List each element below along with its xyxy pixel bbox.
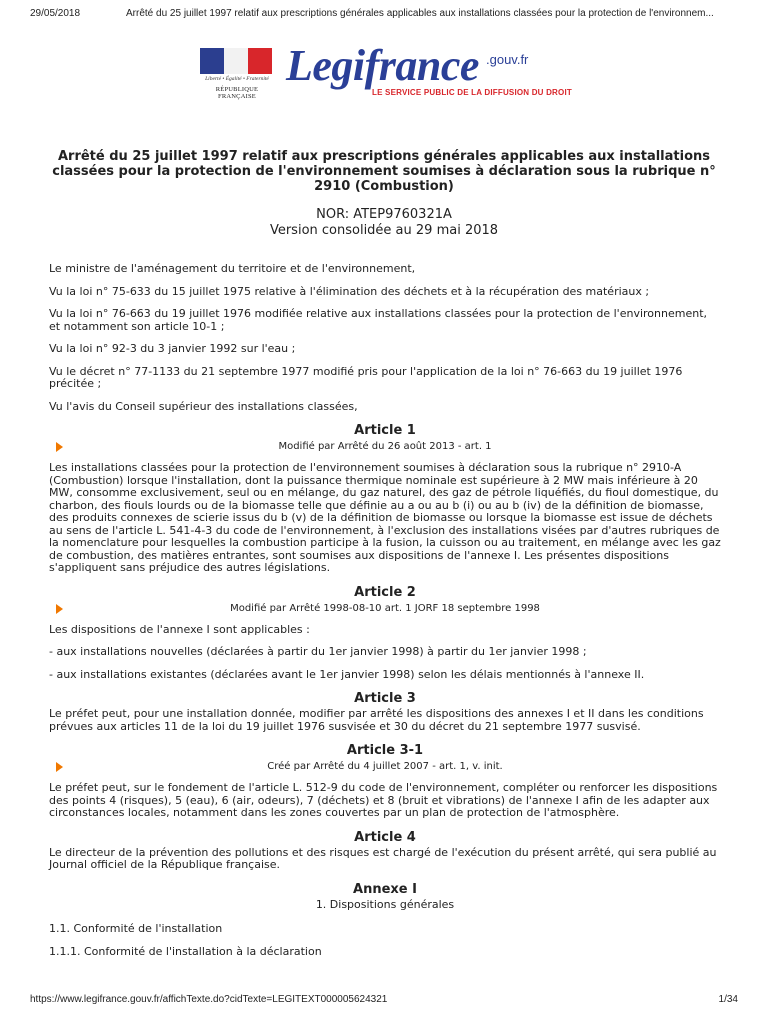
- print-title: Arrêté du 25 juillet 1997 relatif aux prescriptions générales applicables aux installations classées pour la protection de l'environnem...: [126, 8, 714, 19]
- article-2-modification[interactable]: [49, 602, 721, 616]
- preamble-visa: Vu l'avis du Conseil supérieur des installations classées,: [49, 399, 358, 413]
- preamble-visa: Vu la loi n° 76-663 du 19 juillet 1976 modifiée relative aux installations classées pour la protection de l'environnement, et notamment son article 10-1 ;: [49, 307, 708, 333]
- article-3-1-creation[interactable]: [49, 760, 721, 774]
- document-reference: [40, 207, 728, 239]
- article-1-modification[interactable]: [49, 440, 721, 454]
- modification-link[interactable]: Modifié par Arrêté 1998-08-10 art. 1 JORF 18 septembre 1998: [230, 602, 540, 614]
- document-title: Arrêté du 25 juillet 1997 relatif aux prescriptions générales applicables aux installations classées pour la protection de l'environnement soumises à déclaration sous la rubrique n° 2910 (Combustion): [52, 149, 716, 194]
- annex-section-title: 1. Dispositions générales: [315, 897, 455, 911]
- print-header: [0, 0, 768, 28]
- annex-item: 1.1. Conformité de l'installation: [49, 922, 223, 935]
- preamble-visa: Vu la loi n° 92-3 du 3 janvier 1992 sur l'eau ;: [49, 342, 296, 355]
- article-2-item: - aux installations existantes (déclarées avant le 1er janvier 1998) selon les délais mentionnés à l'annexe II.: [49, 667, 645, 681]
- modification-link[interactable]: Modifié par Arrêté du 26 août 2013 - art. 1: [278, 441, 492, 452]
- annex-title: Annexe I: [353, 881, 417, 897]
- article-3-title: Article 3: [354, 691, 416, 706]
- article-1-title: Article 1: [354, 423, 416, 438]
- version-date: Version consolidée au 29 mai 2018: [269, 223, 499, 238]
- french-flag-icon: [200, 48, 272, 74]
- brand-name: Legifrance: [286, 41, 479, 90]
- legifrance-logo[interactable]: [196, 41, 586, 104]
- preamble-visa: Vu la loi n° 75-633 du 15 juillet 1975 relative à l'élimination des déchets et à la récupération des matériaux ;: [49, 284, 650, 298]
- print-date: 29/05/2018: [30, 8, 81, 19]
- article-1-text: Les installations classées pour la protection de l'environnement soumises à déclaration sous la rubrique n° 2910-A (Combustion) lorsque l'installation, dont la puissance thermique nominale est supérieure à 2 MW mais inférieure à 20 MW, consomme exclusivement, seul ou en mélange, du gaz naturel, des gaz de pétrole liquéfiés, du fioul domestique, du charbon, des fiouls lourds ou de la biomasse telle que définie au a ou au b (i) ou au b (iv) de la définition de biomasse, des produits connexes de scierie issus du b (v) de la définition de biomasse ou lorsque la biomasse est issue de déchets au sens de l'article L. 541-4-3 du code de l'environnement, à l'exclusion des installations visées par d'autres rubriques de la nomenclature pour lesquelles la combustion participe à la fusion, la cuisson ou au traitement, en mélange avec les gaz de combustion, des matières entrantes, sont soumises aux dispositions de l'annexe I. Les présentes dispositions s'appliquent sans préjudice des autres législations.: [49, 461, 721, 574]
- document-body: [49, 263, 721, 968]
- brand-tagline: LE SERVICE PUBLIC DE LA DIFFUSION DU DROIT: [372, 88, 572, 97]
- nor-number: NOR: ATEP9760321A: [316, 207, 452, 222]
- page-url: https://www.legifrance.gouv.fr/affichTexte.do?cidTexte=LEGITEXT000005624321: [30, 994, 388, 1005]
- article-4-text: Le directeur de la prévention des pollutions et des risques est chargé de l'exécution du présent arrêté, qui sera publié au Journal officiel de la République française.: [49, 845, 717, 871]
- article-3-1-title: Article 3-1: [346, 743, 424, 758]
- preamble-visa: Vu le décret n° 77-1133 du 21 septembre 1977 modifié pris pour l'application de la loi n° 76-663 du 19 juillet 1976 précitée ;: [49, 364, 683, 390]
- republic-label: RÉPUBLIQUE FRANÇAISE: [215, 86, 259, 100]
- brand-suffix: .gouv.fr: [486, 52, 529, 67]
- page-number: 1/34: [718, 994, 738, 1005]
- print-footer: [0, 992, 768, 1012]
- expand-arrow-icon[interactable]: [56, 762, 63, 772]
- preamble-minister: Le ministre de l'aménagement du territoire et de l'environnement,: [49, 262, 416, 275]
- expand-arrow-icon[interactable]: [56, 442, 63, 452]
- annex-item: 1.1.1. Conformité de l'installation à la déclaration: [49, 944, 322, 958]
- marianne-emblem: [196, 46, 278, 98]
- article-2-item: - aux installations nouvelles (déclarées à partir du 1er janvier 1998) à partir du 1er janvier 1998 ;: [49, 645, 587, 658]
- article-2-intro: Les dispositions de l'annexe I sont applicables :: [49, 622, 310, 636]
- expand-arrow-icon[interactable]: [56, 604, 63, 614]
- article-3-1-text: Le préfet peut, sur le fondement de l'article L. 512-9 du code de l'environnement, compléter ou renforcer les dispositions des points 4 (risques), 5 (eau), 6 (air, odeurs), 7 (déchets) et 8 (bruit et vibrations) de l'annexe I afin de les adapter aux circonstances locales, notamment dans les zones couvertes par un plan de protection de l'atmosphère.: [49, 781, 718, 819]
- republic-motto: Liberté • Égalité • Fraternité: [205, 76, 269, 82]
- article-2-title: Article 2: [354, 584, 416, 600]
- article-3-text: Le préfet peut, pour une installation donnée, modifier par arrêté les dispositions des annexes I et II dans les conditions prévues aux articles 11 de la loi du 19 juillet 1976 susvisée et 30 du décret du 21 septembre 1977 susvisé.: [49, 707, 704, 733]
- creation-link[interactable]: Créé par Arrêté du 4 juillet 2007 - art. 1, v. init.: [267, 761, 503, 772]
- article-4-title: Article 4: [354, 829, 416, 845]
